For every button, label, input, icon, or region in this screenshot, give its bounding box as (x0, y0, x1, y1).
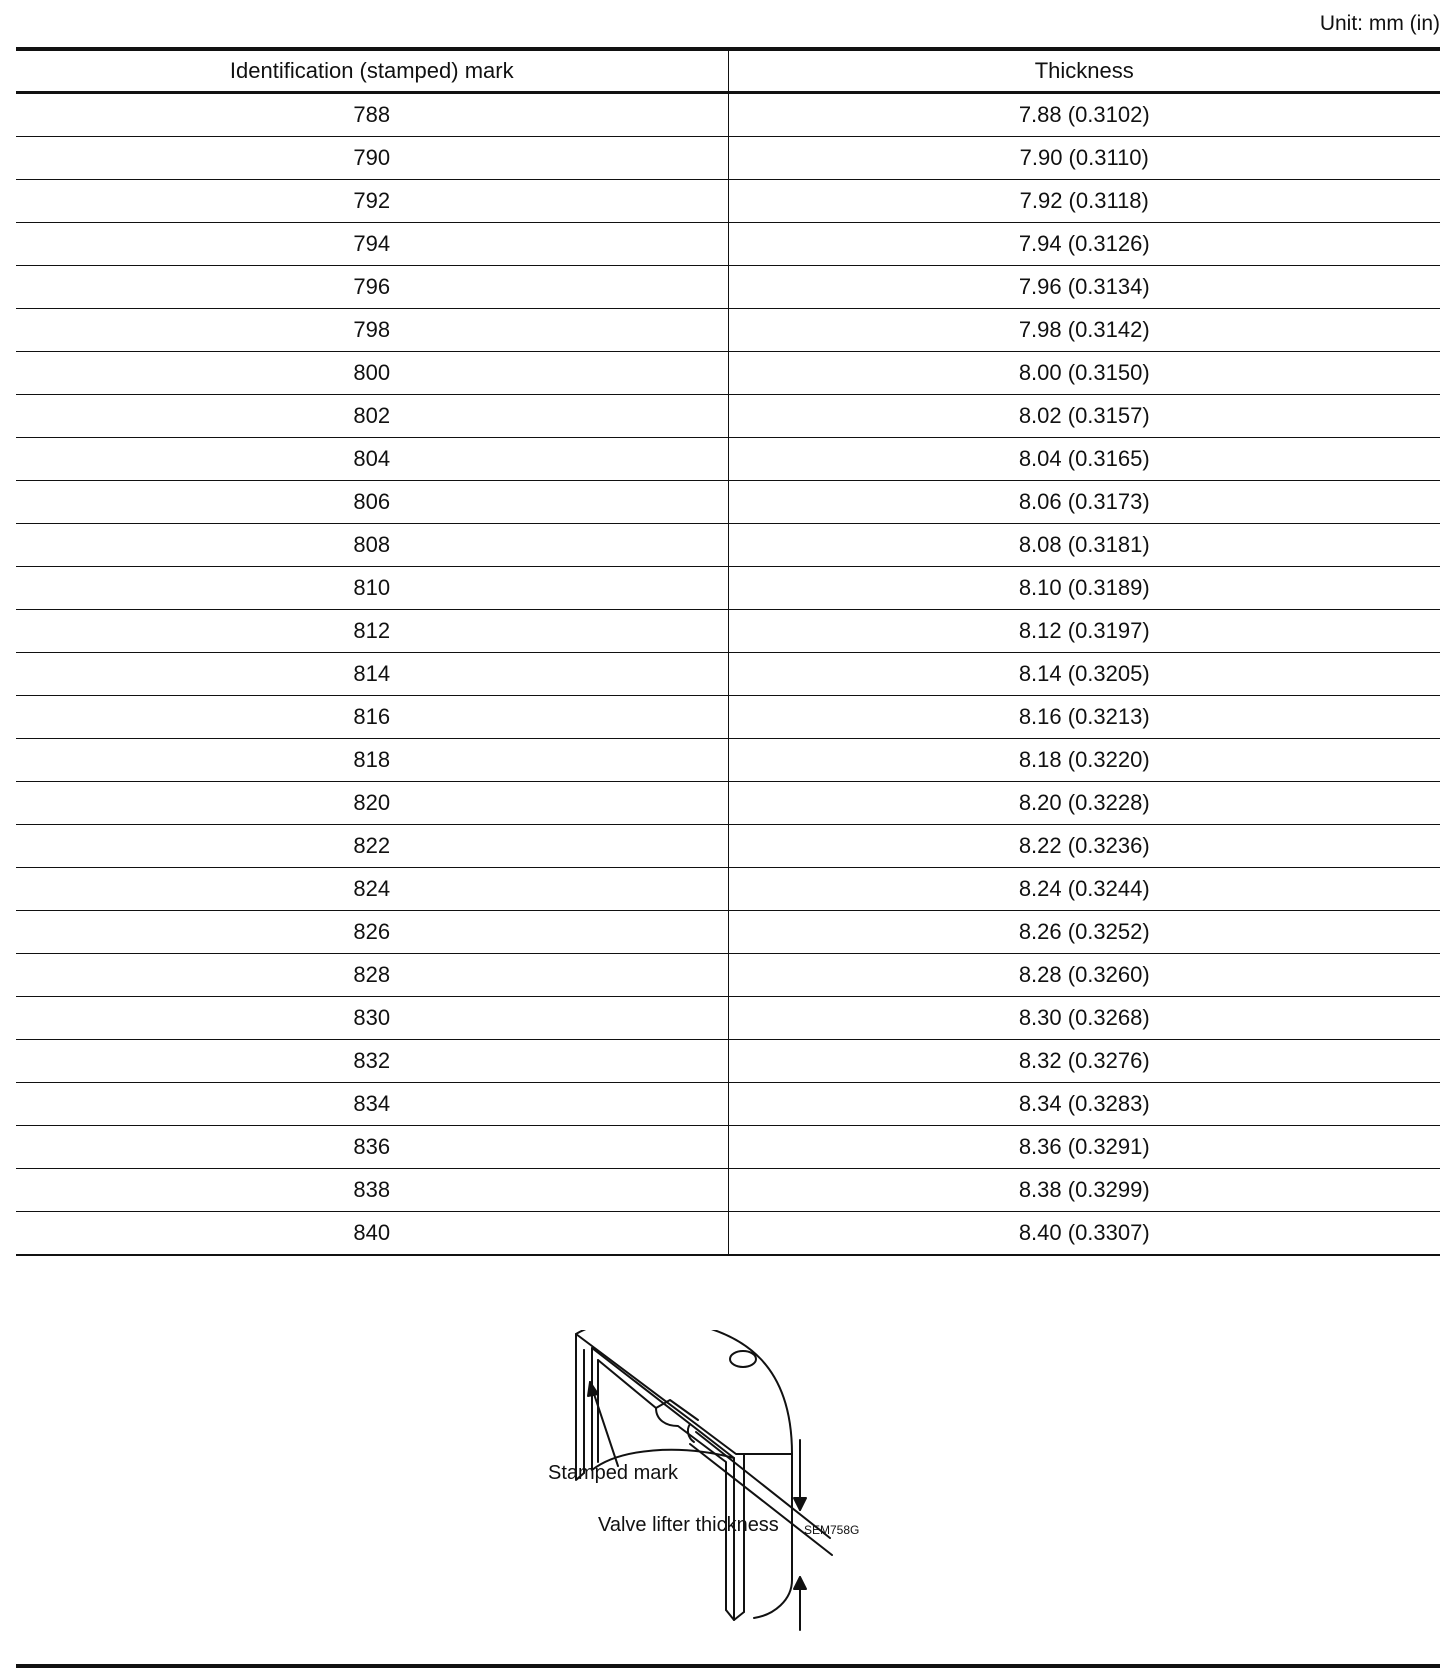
identification-mark-cell: 834 (16, 1083, 728, 1126)
identification-mark-cell: 826 (16, 911, 728, 954)
table-row (16, 180, 1440, 223)
unit-label: Unit: mm (in) (1319, 12, 1440, 35)
identification-mark-cell: 790 (16, 137, 728, 180)
identification-mark-cell: 810 (16, 567, 728, 610)
identification-mark-cell: 822 (16, 825, 728, 868)
table-row (16, 352, 1440, 395)
thickness-cell: 8.08 (0.3181) (728, 524, 1440, 567)
valve-lifter-table (16, 47, 1440, 1256)
identification-mark-cell: 804 (16, 438, 728, 481)
thickness-cell: 8.40 (0.3307) (1018, 1220, 1150, 1245)
identification-mark-cell: 836 (16, 1126, 728, 1169)
table-row (16, 825, 1440, 868)
thickness-cell: 7.90 (0.3110) (728, 137, 1440, 180)
thickness-cell: 8.30 (0.3268) (728, 997, 1440, 1040)
thickness-cell: 8.02 (0.3157) (728, 395, 1440, 438)
identification-mark-cell: 796 (16, 266, 728, 309)
table-header-row (16, 49, 1440, 93)
thickness-cell: 8.16 (0.3213) (728, 696, 1440, 739)
table-row (16, 868, 1440, 911)
identification-mark-cell: 818 (16, 739, 728, 782)
thickness-cell: 7.88 (0.3102) (728, 93, 1440, 137)
table-row (16, 1169, 1440, 1212)
table-row (16, 653, 1440, 696)
thickness-cell: 8.14 (0.3205) (728, 653, 1440, 696)
table-row (16, 266, 1440, 309)
identification-mark-cell: 830 (16, 997, 728, 1040)
thickness-cell: 8.22 (0.3236) (728, 825, 1440, 868)
table-row (16, 782, 1440, 825)
thickness-cell: 8.28 (0.3260) (728, 954, 1440, 997)
identification-mark-cell: 792 (16, 180, 728, 223)
thickness-cell: 7.98 (0.3142) (728, 309, 1440, 352)
table-row (16, 481, 1440, 524)
table-row (16, 1212, 1440, 1256)
table-row (16, 610, 1440, 653)
identification-mark-cell: 794 (16, 223, 728, 266)
thickness-cell: 7.94 (0.3126) (728, 223, 1440, 266)
table-row (16, 223, 1440, 266)
identification-mark-cell: 788 (16, 93, 728, 137)
thickness-cell: 8.32 (0.3276) (728, 1040, 1440, 1083)
thickness-cell: 8.34 (0.3283) (728, 1083, 1440, 1126)
thickness-cell: 8.12 (0.3197) (728, 610, 1440, 653)
thickness-cell: 8.36 (0.3291) (728, 1126, 1440, 1169)
bottom-rule (16, 1664, 1440, 1668)
figure-code: SEM758G (804, 1523, 860, 1537)
table-row (16, 911, 1440, 954)
thickness-cell: 8.20 (0.3228) (728, 782, 1440, 825)
identification-mark-cell: 812 (16, 610, 728, 653)
identification-mark-cell: 820 (16, 782, 728, 825)
identification-mark-cell: 824 (16, 868, 728, 911)
thickness-cell: 7.92 (0.3118) (728, 180, 1440, 223)
table-row (16, 137, 1440, 180)
table-row (16, 395, 1440, 438)
table-row (16, 997, 1440, 1040)
table-row (16, 954, 1440, 997)
identification-mark-cell: 840 (16, 1212, 728, 1256)
thickness-cell: 7.96 (0.3134) (728, 266, 1440, 309)
table-row (16, 1040, 1440, 1083)
identification-mark-cell: 798 (16, 309, 728, 352)
table-row (16, 93, 1440, 137)
table-row (16, 1083, 1440, 1126)
identification-mark-cell: 816 (16, 696, 728, 739)
table-body (16, 93, 1440, 1256)
thickness-cell: 8.10 (0.3189) (728, 567, 1440, 610)
table-row (16, 1126, 1440, 1169)
stamped-mark-label: Stamped mark (548, 1462, 679, 1484)
identification-mark-cell: 838 (16, 1169, 728, 1212)
identification-mark-cell: 800 (16, 352, 728, 395)
identification-mark-cell: 808 (16, 524, 728, 567)
table-row (16, 696, 1440, 739)
valve-lifter-thickness-label: Valve lifter thickness (598, 1514, 779, 1536)
identification-mark-cell: 806 (16, 481, 728, 524)
identification-mark-cell: 814 (16, 653, 728, 696)
table-row (16, 309, 1440, 352)
valve-lifter-drawing (560, 1330, 960, 1660)
thickness-cell: 8.06 (0.3173) (728, 481, 1440, 524)
thickness-cell: 8.38 (0.3299) (728, 1169, 1440, 1212)
header-identification-mark: Identification (stamped) mark (16, 49, 728, 93)
thickness-cell: 8.18 (0.3220) (728, 739, 1440, 782)
thickness-cell: 8.24 (0.3244) (728, 868, 1440, 911)
valve-lifter-figure (548, 1330, 960, 1660)
table-row (16, 567, 1440, 610)
header-thickness: Thickness (728, 49, 1440, 93)
identification-mark-cell: 802 (16, 395, 728, 438)
thickness-cell: 8.00 (0.3150) (728, 352, 1440, 395)
thickness-cell: 8.04 (0.3165) (728, 438, 1440, 481)
identification-mark-cell: 828 (16, 954, 728, 997)
table-row (16, 438, 1440, 481)
table-row (16, 739, 1440, 782)
identification-mark-cell: 832 (16, 1040, 728, 1083)
thickness-cell: 8.26 (0.3252) (728, 911, 1440, 954)
table-row (16, 524, 1440, 567)
